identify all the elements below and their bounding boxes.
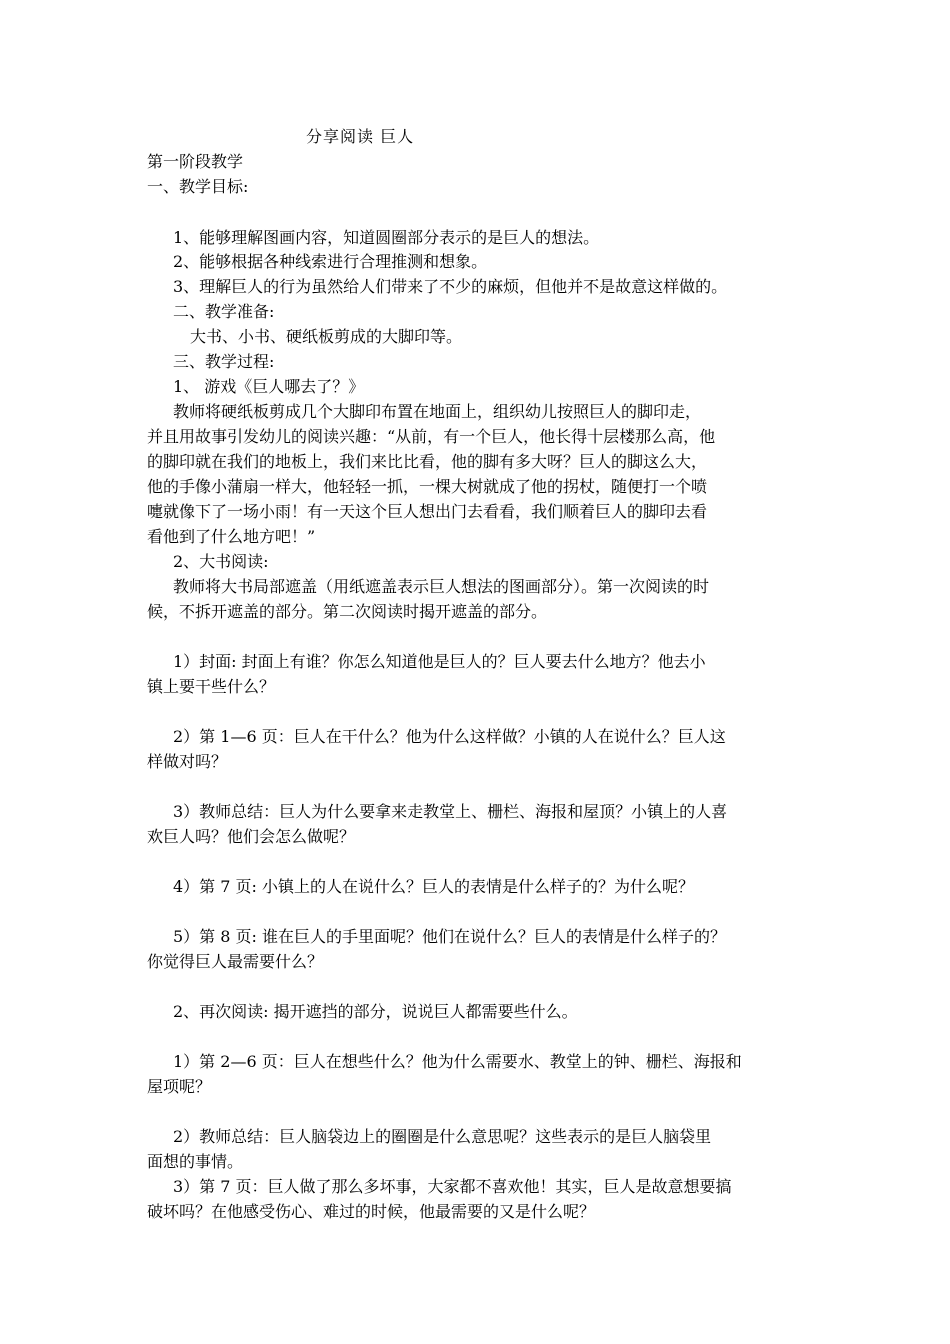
paragraph-line: 镇上要干些什么？ — [147, 677, 276, 696]
paragraph-line: 你觉得巨人最需要什么？ — [147, 952, 324, 971]
paragraph-line: 3）教师总结：巨人为什么要拿来走教堂上、栅栏、海报和屋顶？小镇上的人喜 — [173, 802, 728, 821]
paragraph-line: 候，不拆开遮盖的部分。第二次阅读时揭开遮盖的部分。 — [147, 602, 548, 621]
paragraph-line: 教师将硬纸板剪成几个大脚印布置在地面上，组织幼儿按照巨人的脚印走， — [173, 402, 702, 421]
paragraph-line: 破坏吗？在他感受伤心、难过的时候，他最需要的又是什么呢？ — [147, 1202, 596, 1221]
paragraph-line: 并且用故事引发幼儿的阅读兴趣：“从前，有一个巨人，他长得十层楼那么高，他 — [147, 427, 716, 446]
paragraph-line: 一、教学目标: — [147, 177, 249, 196]
paragraph-line: 3、理解巨人的行为虽然给人们带来了不少的麻烦，但他并不是故意这样做的。 — [173, 277, 728, 296]
paragraph-line: 2、能够根据各种线索进行合理推测和想象。 — [173, 252, 488, 271]
paragraph-line: 面想的事情。 — [147, 1152, 244, 1171]
paragraph-line: 4）第 7 页: 小镇上的人在说什么？巨人的表情是什么样子的？为什么呢？ — [173, 877, 695, 896]
paragraph-line: 他的手像小蒲扇一样大，他轻轻一抓，一棵大树就成了他的拐杖，随便打一个喷 — [147, 477, 708, 496]
paragraph-line: 1）封面: 封面上有谁？你怎么知道他是巨人的？巨人要去什么地方？他去小 — [173, 652, 706, 671]
paragraph-line: 大书、小书、硬纸板剪成的大脚印等。 — [190, 327, 463, 346]
paragraph-line: 2）教师总结：巨人脑袋边上的圈圈是什么意思呢？这些表示的是巨人脑袋里 — [173, 1127, 712, 1146]
paragraph-line: 看他到了什么地方吧！” — [147, 527, 316, 546]
paragraph-line: 2、再次阅读: 揭开遮挡的部分，说说巨人都需要些什么。 — [173, 1002, 578, 1021]
paragraph-line: 2）第 1—6 页：巨人在干什么？他为什么这样做？小镇的人在说什么？巨人这 — [173, 727, 726, 746]
paragraph-line: 3）第 7 页：巨人做了那么多坏事，大家都不喜欢他！其实，巨人是故意想要搞 — [173, 1177, 732, 1196]
paragraph-line: 样做对吗？ — [147, 752, 228, 771]
paragraph-line: 屋项呢？ — [147, 1077, 212, 1096]
paragraph-line: 2、大书阅读: — [173, 552, 269, 571]
paragraph-line: 1、能够理解图画内容，知道圆圈部分表示的是巨人的想法。 — [173, 228, 600, 247]
paragraph-line: 5）第 8 页: 谁在巨人的手里面呢？他们在说什么？巨人的表情是什么样子的？ — [173, 927, 727, 946]
paragraph-line: 第一阶段教学 — [147, 152, 244, 171]
paragraph-line: 欢巨人吗？他们会怎么做呢？ — [147, 827, 356, 846]
paragraph-line: 1）第 2—6 页：巨人在想些什么？他为什么需要水、教堂上的钟、栅栏、海报和 — [173, 1052, 742, 1071]
paragraph-line: 的脚印就在我们的地板上，我们来比比看，他的脚有多大呀？巨人的脚这么大， — [147, 452, 708, 471]
paragraph-line: 1、 游戏《巨人哪去了？》 — [173, 377, 365, 396]
paragraph-line: 二、教学准备: — [173, 302, 275, 321]
paragraph-line: 嚏就像下了一场小雨！有一天这个巨人想出门去看看，我们顺着巨人的脚印去看 — [147, 502, 708, 521]
paragraph-line: 教师将大书局部遮盖（用纸遮盖表示巨人想法的图画部分）。第一次阅读的时 — [173, 577, 710, 596]
paragraph-line: 三、教学过程: — [173, 352, 275, 371]
document-title: 分享阅读 巨人 — [306, 127, 415, 146]
